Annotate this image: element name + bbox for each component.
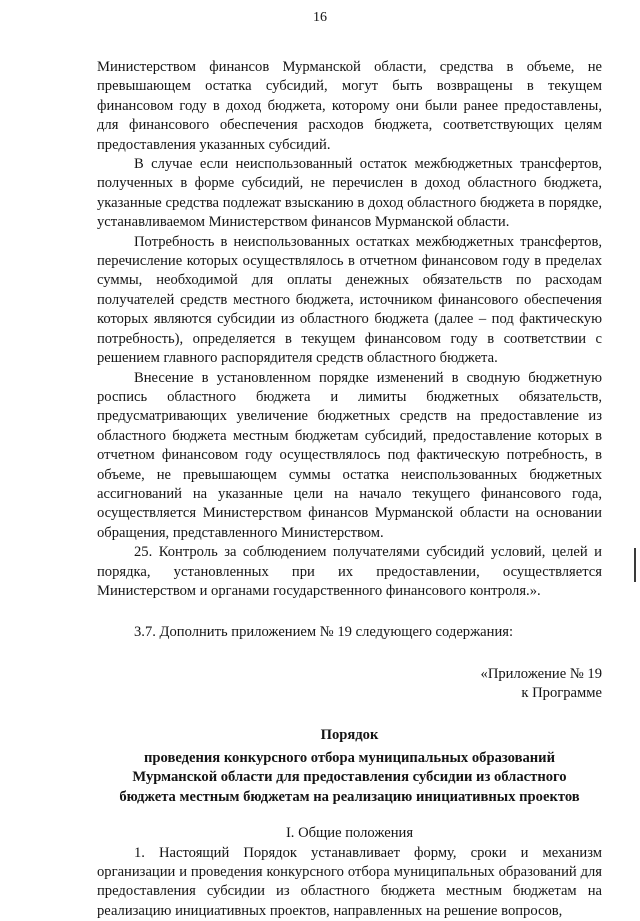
appendix-reference	[97, 665, 602, 704]
heading-line1: проведения конкурсного отбора муниципальных образований	[144, 750, 555, 766]
paragraph-continuation: Министерством финансов Мурманской области, средства в объеме, не превышающем остатка субсидий, могут быть возвращены в текущем финансовом году в доход бюджета, которому они были ранее предоставлены, для финансового обеспечения расходов бюджета, соответствующих целям предоставления указанных субсидий.	[97, 59, 602, 153]
heading-line3: бюджета местным бюджетам на реализацию инициативных проектов	[119, 788, 580, 805]
paragraph-unused-balance: В случае если неиспользованный остаток межбюджетных трансфертов, полученных в форме субсидий, не перечислен в доход областного бюджета, указанные средства подлежат взысканию в доход областного бюджета в порядке, устанавливаемом Министерством финансов Мурманской области.	[97, 156, 602, 231]
paragraph-actual-need: Потребность в неиспользованных остатках межбюджетных трансфертов, перечисление которых осуществлялось в отчетном финансовом году в пределах суммы, необходимой для оплаты денежных обязательств по расходам получателей средств местного бюджета, источником финансового обеспечения которых являются субсидии из областного бюджета (далее – под фактическую потребность), определяется в текущем финансовом году в соответствии с решением главного распорядителя средств областного бюджета.	[97, 233, 602, 367]
appendix-reference-line2: к Программе	[521, 685, 602, 702]
heading-title: Порядок	[320, 726, 379, 743]
paragraph-general-provisions: 1. Настоящий Порядок устанавливает форму, сроки и механизм организации и проведения конкурсного отбора муниципальных образований для предоставления субсидии из областного бюджета местным бюджетам на реализацию инициативных проектов, направленных на решение вопросов,	[97, 844, 602, 919]
item-3-7: 3.7. Дополнить приложением № 19 следующего содержания:	[134, 624, 514, 641]
document-body	[97, 58, 602, 921]
paragraph-budget-changes: Внесение в установленном порядке изменений в сводную бюджетную роспись областного бюджета и лимиты бюджетных обязательств, предусматривающих увеличение бюджетных средств на предоставление из областного бюджета местным бюджетам субсидий, предоставление которых в отчетном финансовом году осуществлялось под фактическую потребность, в объеме, не превышающем суммы остатка неиспользованных бюджетных ассигнований на указанные цели на начало текущего финансового года, осуществляется Министерством финансов Мурманской области на основании обращения, представленного Министерством.	[97, 369, 602, 541]
heading-line2: Мурманской области для предоставления субсидии из областного	[132, 769, 567, 786]
procedure-heading	[97, 726, 602, 808]
section-title: I. Общие положения	[285, 825, 414, 842]
paragraph-item-25: 25. Контроль за соблюдением получателями субсидий условий, целей и порядка, установленных при их предоставлении, осуществляется Министерством и органами государственного финансового контроля.».	[97, 544, 602, 599]
appendix-reference-line1: «Приложение № 19	[480, 665, 602, 682]
scan-margin-mark	[634, 548, 636, 582]
page-number: 16	[313, 10, 327, 25]
